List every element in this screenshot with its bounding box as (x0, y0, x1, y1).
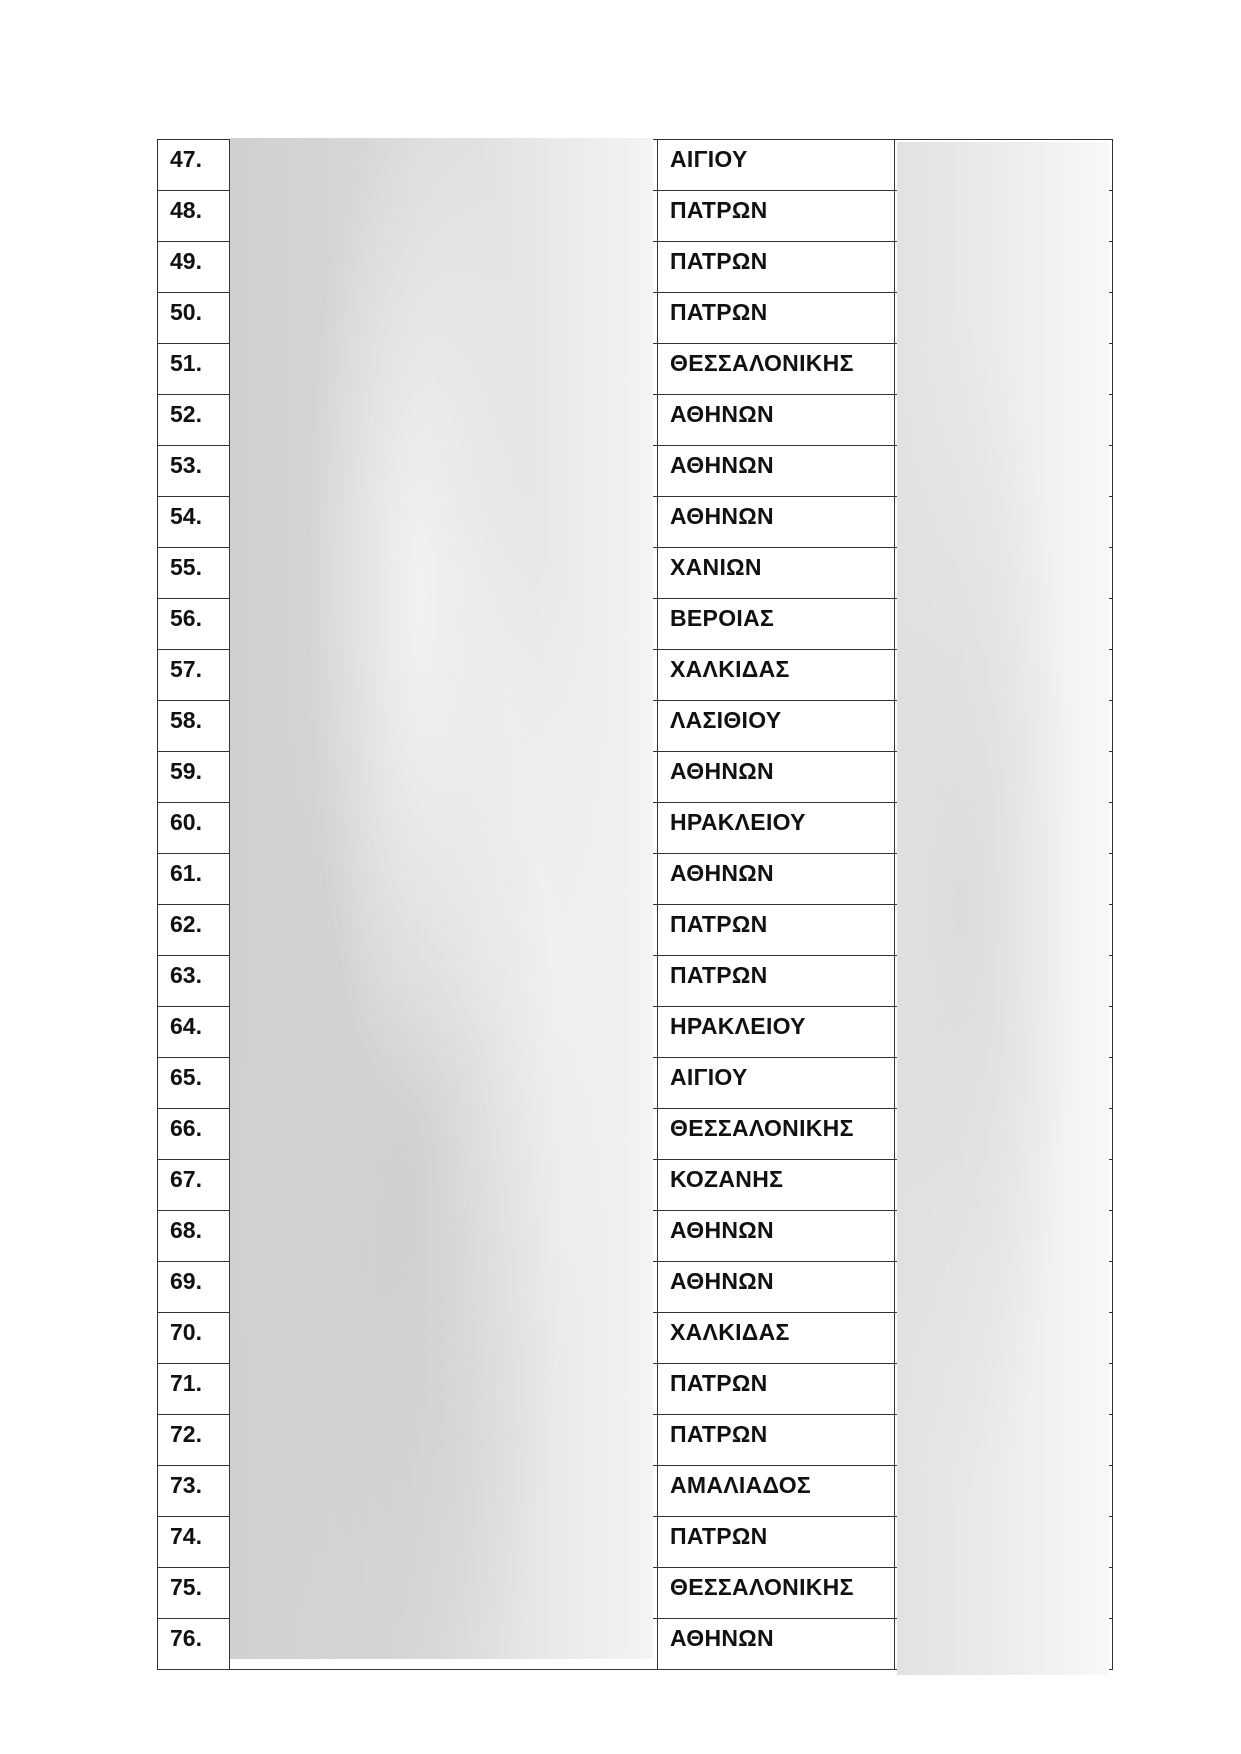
table-right-border (1111, 1364, 1113, 1414)
row-number-cell: 66. (157, 1109, 230, 1159)
city-cell: ΠΑΤΡΩΝ (657, 293, 895, 343)
table-right-border (1111, 1313, 1113, 1363)
table-right-border (1111, 1109, 1113, 1159)
city-cell: ΧΑΛΚΙΔΑΣ (657, 650, 895, 700)
row-number-cell: 65. (157, 1058, 230, 1108)
table-right-border (1111, 497, 1113, 547)
row-number-cell: 72. (157, 1415, 230, 1465)
table-right-border (1111, 344, 1113, 394)
table-right-border (1111, 395, 1113, 445)
row-number-cell: 56. (157, 599, 230, 649)
row-number-cell: 58. (157, 701, 230, 751)
table-right-border (1111, 854, 1113, 904)
city-cell: ΒΕΡΟΙΑΣ (657, 599, 895, 649)
row-number-cell: 47. (157, 140, 230, 190)
row-number-cell: 49. (157, 242, 230, 292)
city-cell: ΠΑΤΡΩΝ (657, 242, 895, 292)
table-right-border (1111, 140, 1113, 190)
table-right-border (1111, 905, 1113, 955)
row-number-cell: 51. (157, 344, 230, 394)
table-right-border (1111, 701, 1113, 751)
row-number-cell: 69. (157, 1262, 230, 1312)
table-right-border (1111, 1160, 1113, 1210)
city-cell: ΘΕΣΣΑΛΟΝΙΚΗΣ (657, 1109, 895, 1159)
table-right-border (1111, 1517, 1113, 1567)
row-number-cell: 59. (157, 752, 230, 802)
table-right-border (1111, 1058, 1113, 1108)
redacted-name-column (230, 138, 653, 1659)
city-cell: ΑΘΗΝΩΝ (657, 854, 895, 904)
city-cell: ΘΕΣΣΑΛΟΝΙΚΗΣ (657, 344, 895, 394)
table-right-border (1111, 1466, 1113, 1516)
city-cell: ΛΑΣΙΘΙΟΥ (657, 701, 895, 751)
city-cell: ΑΙΓΙΟΥ (657, 140, 895, 190)
row-number-cell: 61. (157, 854, 230, 904)
city-cell: ΚΟΖΑΝΗΣ (657, 1160, 895, 1210)
table-right-border (1111, 548, 1113, 598)
city-cell: ΧΑΛΚΙΔΑΣ (657, 1313, 895, 1363)
table-right-border (1111, 803, 1113, 853)
table-right-border (1111, 1415, 1113, 1465)
row-number-cell: 62. (157, 905, 230, 955)
city-cell: ΑΘΗΝΩΝ (657, 497, 895, 547)
table-right-border (1111, 1568, 1113, 1618)
row-number-cell: 75. (157, 1568, 230, 1618)
row-number-cell: 60. (157, 803, 230, 853)
table-right-border (1111, 1211, 1113, 1261)
row-number-cell: 71. (157, 1364, 230, 1414)
table-right-border (1111, 650, 1113, 700)
row-number-cell: 67. (157, 1160, 230, 1210)
city-cell: ΧΑΝΙΩΝ (657, 548, 895, 598)
row-number-cell: 74. (157, 1517, 230, 1567)
table-right-border (1111, 293, 1113, 343)
row-number-cell: 68. (157, 1211, 230, 1261)
city-cell: ΗΡΑΚΛΕΙΟΥ (657, 1007, 895, 1057)
redacted-right-column (897, 142, 1109, 1675)
city-cell: ΑΘΗΝΩΝ (657, 446, 895, 496)
table-right-border (1111, 752, 1113, 802)
city-cell: ΠΑΤΡΩΝ (657, 956, 895, 1006)
city-cell: ΠΑΤΡΩΝ (657, 1364, 895, 1414)
city-cell: ΠΑΤΡΩΝ (657, 1517, 895, 1567)
table-right-border (1111, 242, 1113, 292)
row-number-cell: 73. (157, 1466, 230, 1516)
city-cell: ΑΙΓΙΟΥ (657, 1058, 895, 1108)
row-number-cell: 57. (157, 650, 230, 700)
row-number-cell: 64. (157, 1007, 230, 1057)
row-number-cell: 53. (157, 446, 230, 496)
row-number-cell: 54. (157, 497, 230, 547)
row-number-cell: 55. (157, 548, 230, 598)
row-number-cell: 50. (157, 293, 230, 343)
table-right-border (1111, 446, 1113, 496)
table-right-border (1111, 191, 1113, 241)
city-cell: ΑΘΗΝΩΝ (657, 752, 895, 802)
table-right-border (1111, 956, 1113, 1006)
row-number-cell: 52. (157, 395, 230, 445)
city-cell: ΠΑΤΡΩΝ (657, 191, 895, 241)
city-cell: ΗΡΑΚΛΕΙΟΥ (657, 803, 895, 853)
city-cell: ΠΑΤΡΩΝ (657, 1415, 895, 1465)
table-right-border (1111, 1007, 1113, 1057)
row-number-cell: 48. (157, 191, 230, 241)
table-right-border (1111, 1262, 1113, 1312)
table-right-border (1111, 599, 1113, 649)
city-cell: ΑΜΑΛΙΑΔΟΣ (657, 1466, 895, 1516)
city-cell: ΑΘΗΝΩΝ (657, 1262, 895, 1312)
row-number-cell: 63. (157, 956, 230, 1006)
table-right-border (1111, 1619, 1113, 1669)
city-cell: ΘΕΣΣΑΛΟΝΙΚΗΣ (657, 1568, 895, 1618)
row-number-cell: 76. (157, 1619, 230, 1669)
row-number-cell: 70. (157, 1313, 230, 1363)
city-cell: ΑΘΗΝΩΝ (657, 1619, 895, 1669)
city-cell: ΑΘΗΝΩΝ (657, 395, 895, 445)
city-cell: ΠΑΤΡΩΝ (657, 905, 895, 955)
city-cell: ΑΘΗΝΩΝ (657, 1211, 895, 1261)
